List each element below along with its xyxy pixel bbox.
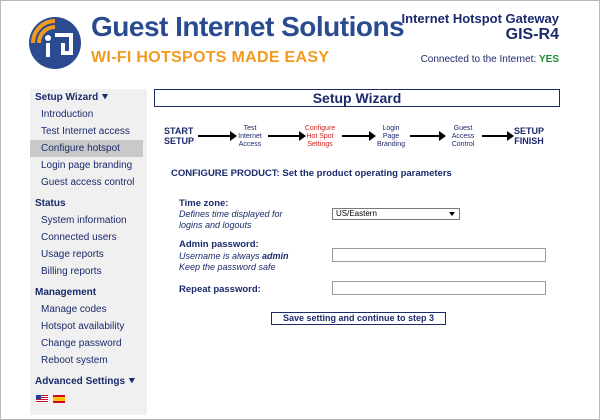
sidebar-item-connected-users[interactable]: Connected users — [41, 232, 117, 243]
repeat-password-input[interactable] — [332, 281, 546, 295]
sidebar-section-management: Management — [35, 287, 97, 298]
product-name: Internet Hotspot Gateway — [401, 11, 559, 26]
sidebar-item-reboot-system[interactable]: Reboot system — [41, 355, 108, 366]
sidebar-section-title: Setup Wizard — [35, 92, 99, 103]
brand-tagline: WI-FI HOTSPOTS MADE EASY — [91, 49, 330, 66]
admin-password-input[interactable] — [332, 248, 546, 262]
spain-flag-icon[interactable] — [53, 395, 65, 403]
sidebar-section-title: Advanced Settings — [35, 376, 126, 387]
admin-password-label: Admin password: — [179, 239, 259, 250]
sidebar-item-manage-codes[interactable]: Manage codes — [41, 304, 107, 315]
step-arrow-icon — [268, 135, 300, 137]
sidebar-section-status: Status — [35, 198, 66, 209]
sidebar-item-guest-access-control[interactable]: Guest access control — [41, 177, 135, 188]
config-heading: CONFIGURE PRODUCT: Set the product operating parameters — [171, 168, 452, 179]
model-name: GIS-R4 — [505, 26, 559, 43]
sidebar-item-hotspot-availability[interactable]: Hotspot availability — [41, 321, 125, 332]
language-flags — [30, 390, 147, 403]
sidebar-section-advanced-settings[interactable] — [30, 373, 147, 390]
timezone-label: Time zone: — [179, 198, 229, 209]
double-chevron-down-icon: ⯆ — [127, 376, 136, 387]
sidebar-item-system-information[interactable]: System information — [41, 215, 127, 226]
step-start: START SETUP — [164, 126, 195, 146]
save-and-continue-button[interactable]: Save setting and continue to step 3 — [271, 312, 446, 325]
timezone-select[interactable] — [332, 208, 460, 220]
admin-username: admin — [262, 251, 289, 261]
connection-label: Connected to the Internet: — [420, 54, 537, 65]
connection-status — [421, 54, 559, 65]
repeat-password-label: Repeat password: — [179, 284, 261, 295]
step-guest-access-control[interactable]: Guest Access Control — [451, 125, 475, 148]
brand-name: Guest Internet Solutions — [91, 11, 405, 42]
step-test-internet-access[interactable]: Test Internet Access — [238, 125, 262, 148]
step-configure-hotspot-settings[interactable]: Configure Hot Spot Settings — [304, 125, 336, 148]
sidebar-item-login-page-branding[interactable]: Login page branding — [41, 160, 133, 171]
step-arrow-icon — [482, 135, 508, 137]
double-chevron-down-icon: ⯆ — [101, 92, 110, 103]
step-arrow-icon — [198, 135, 231, 137]
admin-password-help: Username is always admin Keep the password safe — [179, 251, 289, 272]
gis-wifi-logo-icon — [27, 9, 83, 71]
wizard-steps — [164, 121, 564, 155]
sidebar-item-billing-reports[interactable]: Billing reports — [41, 266, 102, 277]
caret-down-icon — [449, 212, 455, 216]
sidebar-item-change-password[interactable]: Change password — [41, 338, 122, 349]
step-arrow-icon — [342, 135, 370, 137]
timezone-value: US/Eastern — [336, 209, 377, 218]
us-flag-icon[interactable] — [36, 395, 48, 403]
sidebar-section-setup-wizard[interactable] — [30, 89, 147, 106]
sidebar-item-usage-reports[interactable]: Usage reports — [41, 249, 104, 260]
connection-value: YES — [538, 54, 559, 65]
timezone-help: Defines time displayed for logins and logouts — [179, 209, 283, 230]
sidebar-item-configure-hotspot[interactable]: Configure hotspot — [30, 140, 143, 157]
step-arrow-icon — [410, 135, 440, 137]
step-login-page-branding[interactable]: Login Page Branding — [376, 125, 406, 148]
page-title: Setup Wizard — [154, 89, 560, 107]
sidebar — [30, 89, 147, 415]
step-finish: SETUP FINISH — [514, 126, 545, 146]
sidebar-item-introduction[interactable]: Introduction — [41, 109, 94, 120]
sidebar-item-test-internet-access[interactable]: Test Internet access — [41, 126, 130, 137]
